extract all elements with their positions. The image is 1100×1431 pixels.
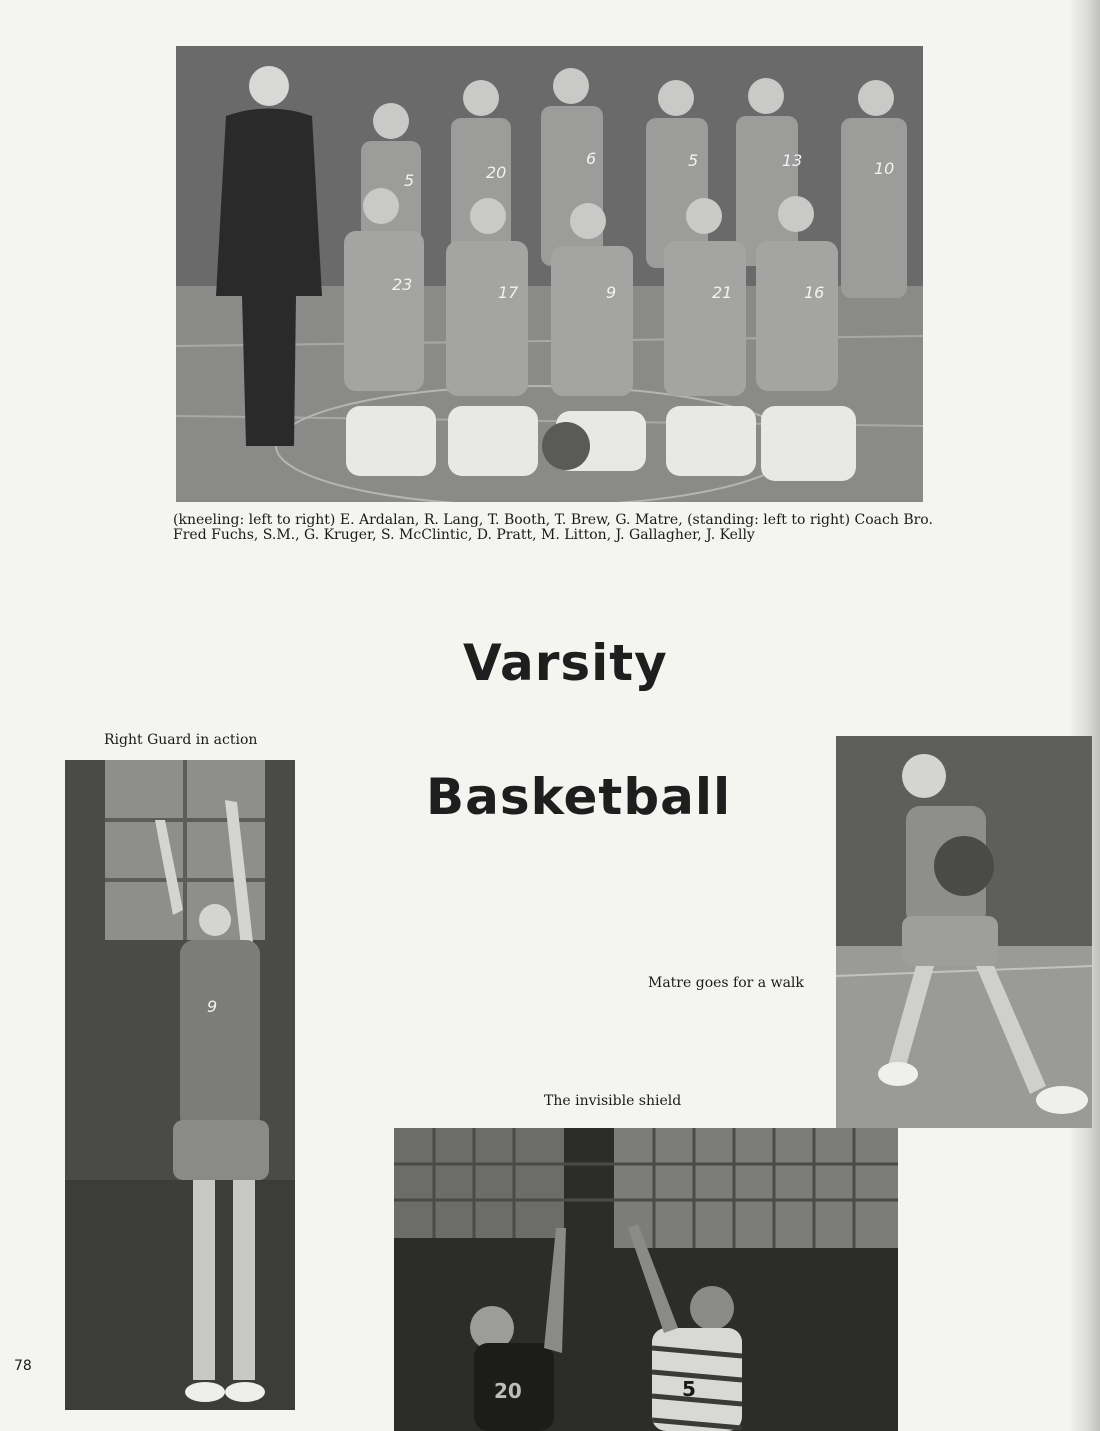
- jersey-number: 9: [207, 997, 218, 1016]
- team-photo: [176, 46, 923, 502]
- jersey-number: 10: [874, 159, 895, 178]
- jersey-number: 13: [782, 151, 803, 170]
- jersey-number: 9: [606, 283, 617, 302]
- jersey-number: 16: [804, 283, 825, 302]
- jersey-number: 20: [486, 163, 507, 182]
- jersey-number: 17: [498, 283, 519, 302]
- team-photo-caption: (kneeling: left to right) E. Ardalan, R. Lang, T. Booth, T. Brew, G. Matre, (standing: left to right) Coach Bro. Fred Fuchs, S.M., G. Kruger, S. McClintic, D. Pratt, M. Litton, J. Gallagher, J. Kelly: [173, 512, 933, 543]
- headline-basketball: Basketball: [426, 768, 732, 826]
- walk-photo: [836, 736, 1092, 1128]
- shield-photo: [394, 1128, 898, 1431]
- basketball: [934, 836, 994, 896]
- headline-varsity: Varsity: [463, 634, 668, 692]
- page-number: 78: [14, 1358, 32, 1374]
- jersey-number: 21: [712, 283, 733, 302]
- shield-caption: The invisible shield: [544, 1093, 682, 1109]
- page-spine-shadow: [1068, 0, 1100, 1431]
- jersey-number: 20: [494, 1379, 522, 1403]
- right-guard-caption: Right Guard in action: [104, 732, 258, 748]
- jersey-number: 5: [688, 151, 699, 170]
- basketball: [542, 422, 590, 470]
- jersey-number: 23: [392, 275, 413, 294]
- right-guard-photo: [65, 760, 295, 1410]
- jersey-number: 5: [404, 171, 415, 190]
- jersey-number: 6: [586, 149, 597, 168]
- walk-caption: Matre goes for a walk: [648, 975, 804, 991]
- jersey-number: 5: [682, 1377, 696, 1401]
